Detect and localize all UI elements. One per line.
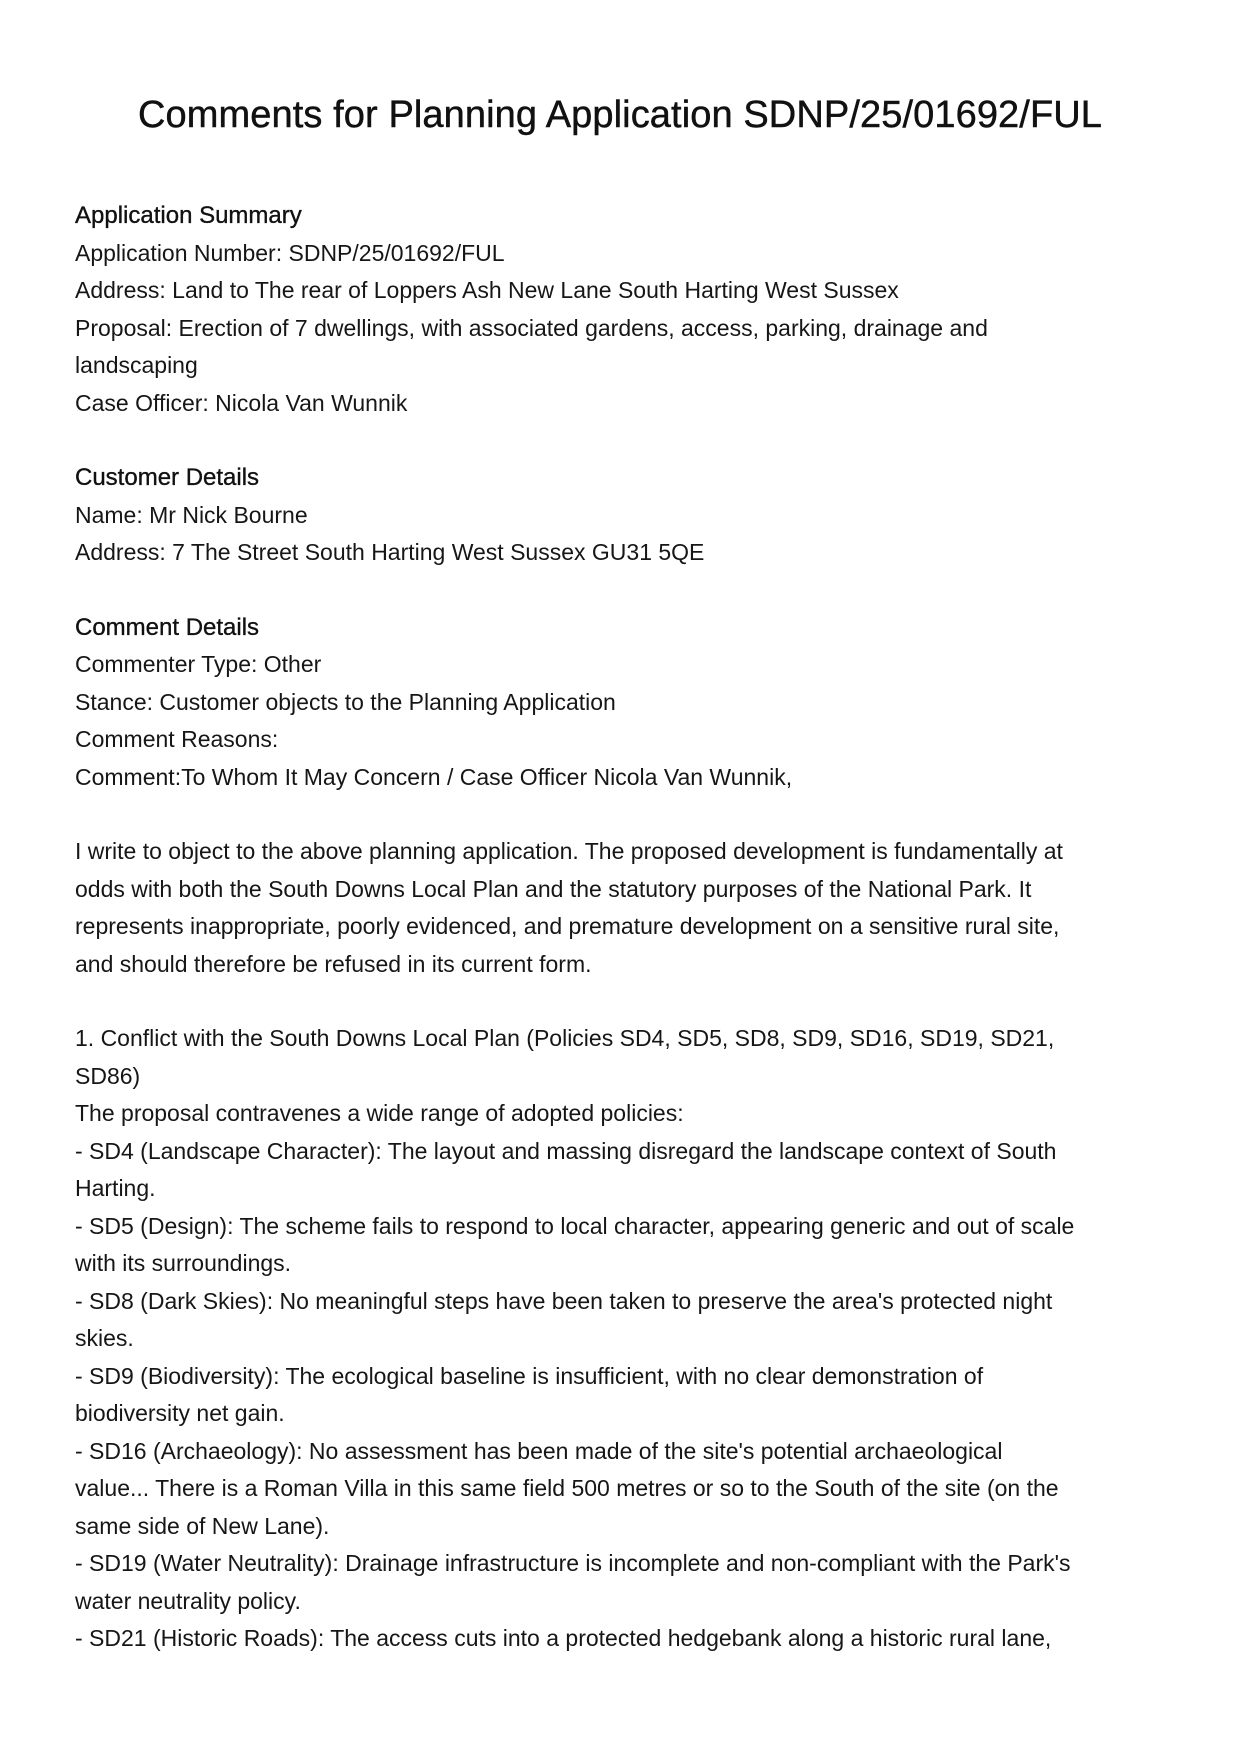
paragraph-spacer bbox=[75, 983, 1170, 1020]
policy-line: biodiversity net gain. bbox=[75, 1400, 285, 1426]
policy-line: - SD5 (Design): The scheme fails to respond to local character, appearing generic and out of scale bbox=[75, 1212, 1075, 1239]
section-spacer bbox=[75, 572, 1170, 609]
objection-line: odds with both the South Downs Local Plan and the statutory purposes of the National Park. It bbox=[75, 875, 1032, 902]
policy-line: skies. bbox=[75, 1325, 134, 1351]
policy-line: 1. Conflict with the South Downs Local Plan (Policies SD4, SD5, SD8, SD9, SD16, SD19, SD21, bbox=[75, 1025, 1055, 1051]
customer-address: Address: 7 The Street South Harting West Sussex GU31 5QE bbox=[75, 539, 705, 565]
objection-line: represents inappropriate, poorly evidenced, and premature development on a sensitive rural site, bbox=[75, 913, 1060, 939]
application-summary-section bbox=[75, 197, 1170, 422]
document-content bbox=[75, 197, 1170, 1658]
page-title: Comments for Planning Application SDNP/25/01692/FUL bbox=[137, 94, 1103, 136]
customer-details-heading: Customer Details bbox=[75, 464, 260, 491]
comment-intro: Comment:To Whom It May Concern / Case Officer Nicola Van Wunnik, bbox=[75, 763, 793, 790]
commenter-type: Commenter Type: Other bbox=[75, 651, 322, 677]
customer-name: Name: Mr Nick Bourne bbox=[75, 501, 308, 528]
policy-line: - SD4 (Landscape Character): The layout and massing disregard the landscape context of South bbox=[75, 1137, 1057, 1164]
policy-line: same side of New Lane). bbox=[75, 1512, 330, 1539]
section-spacer bbox=[75, 422, 1170, 459]
objection-line: I write to object to the above planning application. The proposed development is fundamentally at bbox=[75, 838, 1063, 864]
policy-line: value... There is a Roman Villa in this same field 500 metres or so to the South of the site (on the bbox=[75, 1475, 1059, 1501]
policy-line: - SD21 (Historic Roads): The access cuts into a protected hedgebank along a historic rural lane, bbox=[75, 1625, 1052, 1651]
policy-line: - SD19 (Water Neutrality): Drainage infrastructure is incomplete and non-compliant with the Park's bbox=[75, 1550, 1071, 1576]
comment-details-section bbox=[75, 609, 1170, 797]
policy-line: SD86) bbox=[75, 1062, 141, 1089]
policy-line: - SD9 (Biodiversity): The ecological baseline is insufficient, with no clear demonstration of bbox=[75, 1362, 984, 1389]
application-address: Address: Land to The rear of Loppers Ash New Lane South Harting West Sussex bbox=[75, 277, 899, 303]
proposal-line-2: landscaping bbox=[75, 352, 198, 378]
comment-reasons: Comment Reasons: bbox=[75, 726, 279, 752]
policy-line: - SD8 (Dark Skies): No meaningful steps have been taken to preserve the area's protected night bbox=[75, 1287, 1053, 1314]
proposal-line-1: Proposal: Erection of 7 dwellings, with associated gardens, access, parking, drainage and bbox=[75, 314, 988, 341]
application-number: Application Number: SDNP/25/01692/FUL bbox=[75, 239, 505, 266]
policy-conflicts-section bbox=[75, 1020, 1170, 1658]
policy-line: Harting. bbox=[75, 1175, 156, 1201]
objection-line: and should therefore be refused in its current form. bbox=[75, 950, 592, 977]
application-summary-heading: Application Summary bbox=[75, 202, 302, 229]
paragraph-spacer bbox=[75, 796, 1170, 833]
stance: Stance: Customer objects to the Planning Application bbox=[75, 688, 616, 715]
policy-line: The proposal contravenes a wide range of adopted policies: bbox=[75, 1100, 684, 1126]
comment-details-heading: Comment Details bbox=[75, 613, 260, 641]
policy-line: - SD16 (Archaeology): No assessment has been made of the site's potential archaeological bbox=[75, 1437, 1003, 1464]
case-officer: Case Officer: Nicola Van Wunnik bbox=[75, 389, 408, 416]
objection-paragraph bbox=[75, 833, 1170, 983]
policy-line: with its surroundings. bbox=[75, 1250, 292, 1276]
customer-details-section bbox=[75, 459, 1170, 572]
policy-line: water neutrality policy. bbox=[75, 1587, 301, 1614]
